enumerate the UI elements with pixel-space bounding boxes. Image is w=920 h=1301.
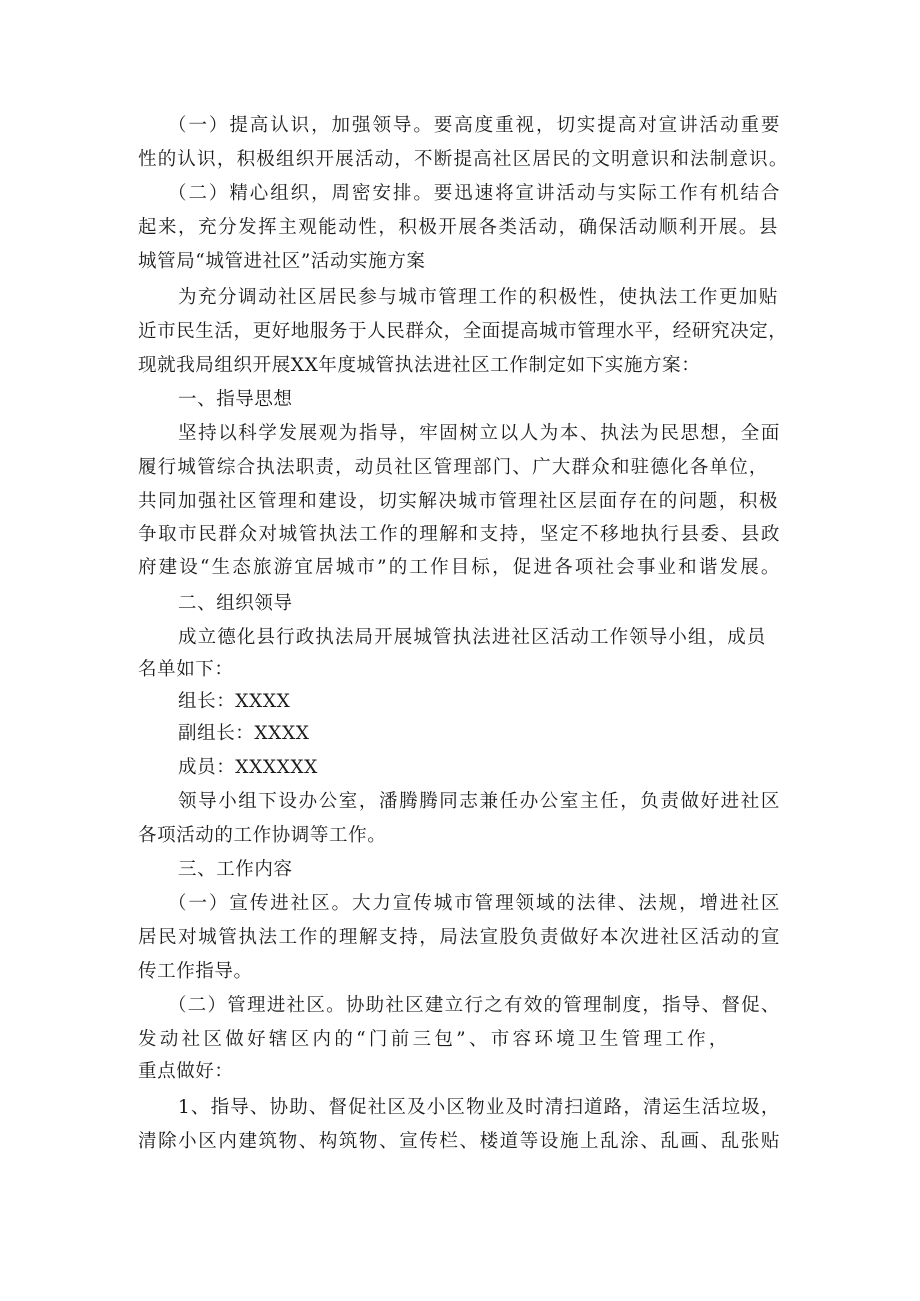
paragraph-line: 各项活动的工作协调等工作。 (138, 825, 387, 846)
paragraph-line: 发动社区做好辖区内的“门前三包”、市容环境卫生管理工作， (138, 1029, 728, 1050)
paragraph-line: 共同加强社区管理和建设，切实解决城市管理社区层面存在的问题，积极 (138, 491, 778, 512)
paragraph-line: 成立德化县行政执法局开展城管执法进社区活动工作领导小组，成员 (178, 627, 766, 648)
paragraph-line: 重点做好： (138, 1061, 234, 1082)
paragraph-line: 府建设“生态旅游宜居城市”的工作目标，促进各项社会事业和谐发展。 (138, 557, 780, 578)
paragraph-line: 现就我局组织开展XX年度城管执法进社区工作制定如下实施方案： (138, 355, 701, 376)
paragraph-line: 为充分调动社区居民参与城市管理工作的积极性，使执法工作更加贴 (178, 287, 778, 308)
paragraph-line: （一）宣传进社区。大力宣传城市管理领域的法律、法规，增进社区 (168, 893, 780, 914)
paragraph-line: 居民对城管执法工作的理解支持，局法宣股负责做好本次进社区活动的宣 (138, 927, 780, 948)
paragraph-line: 坚持以科学发展观为指导，牢固树立以人为本、执法为民思想，全面 (178, 423, 780, 444)
section-heading: 三、工作内容 (178, 859, 293, 880)
paragraph-line: 起来，充分发挥主观能动性，积极开展各类活动，确保活动顺利开展。县 (138, 217, 778, 238)
paragraph-line: 争取市民群众对城管执法工作的理解和支持，坚定不移地执行县委、县政 (138, 524, 780, 545)
section-heading: 二、组织领导 (178, 593, 293, 614)
paragraph-line: 领导小组下设办公室，潘腾腾同志兼任办公室主任，负责做好进社区 (178, 791, 780, 812)
paragraph-line: （一）提高认识，加强领导。要高度重视，切实提高对宣讲活动重要 (168, 115, 780, 136)
paragraph-line: （二）管理进社区。协助社区建立行之有效的管理制度，指导、督促、 (168, 995, 780, 1016)
paragraph-line: 传工作指导。 (138, 961, 253, 982)
paragraph-line: 清除小区内建筑物、构筑物、宣传栏、楼道等设施上乱涂、乱画、乱张贴 (138, 1131, 780, 1152)
paragraph-line: 性的认识，积极组织开展活动，不断提高社区居民的文明意识和法制意识。 (138, 149, 788, 170)
paragraph-line: 名单如下： (138, 659, 234, 680)
roster-line: 组长：XXXX (178, 691, 291, 712)
paragraph-line: （二）精心组织，周密安排。要迅速将宣讲活动与实际工作有机结合 (168, 183, 780, 204)
paragraph-line: 履行城管综合执法职责，动员社区管理部门、广大群众和驻德化各单位， (138, 457, 768, 478)
paragraph-line: 城管局“城管进社区”活动实施方案 (138, 251, 426, 272)
paragraph-line: 1、指导、协助、督促社区及小区物业及时清扫道路，清运生活垃圾， (178, 1097, 780, 1118)
section-heading: 一、指导思想 (178, 389, 293, 410)
roster-line: 副组长：XXXX (178, 723, 310, 744)
roster-line: 成员：XXXXXX (178, 757, 318, 778)
paragraph-line: 近市民生活，更好地服务于人民群众，全面提高城市管理水平，经研究决定， (138, 321, 788, 342)
